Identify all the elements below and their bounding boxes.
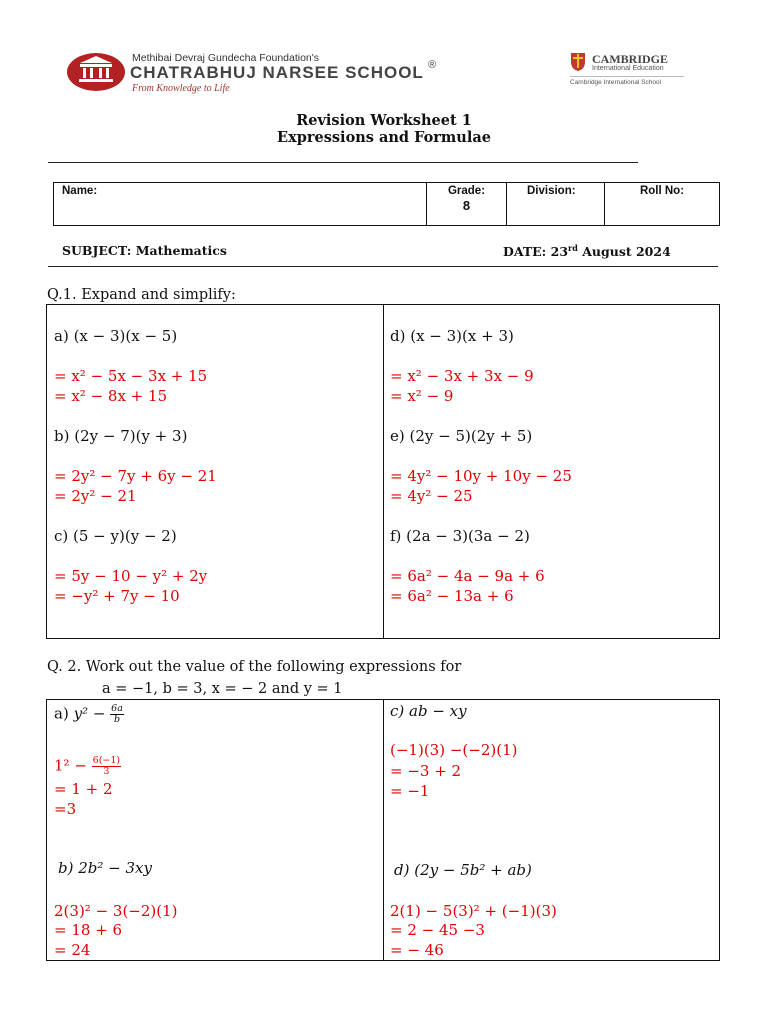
q2d-step-2: = 2 − 45 −3 — [390, 921, 485, 939]
q2-variable-values: a = −1, b = 3, x = − 2 and y = 1 — [102, 681, 343, 697]
school-emblem-icon — [66, 50, 126, 92]
q1e-step-2: = 4y² − 25 — [390, 487, 473, 505]
cambridge-name: CAMBRIDGE — [592, 52, 669, 66]
roll-number-field[interactable] — [605, 183, 719, 225]
q1c-question: c) (5 − y)(y − 2) — [54, 527, 177, 545]
q2a-step-1: = 1 + 2 — [54, 780, 113, 798]
q2b-step-1: 2(3)² − 3(−2)(1) — [54, 902, 178, 920]
q1c-step-2: = −y² + 7y − 10 — [54, 587, 180, 605]
grade-label: Grade: — [447, 185, 486, 197]
q1c-step-1: = 5y − 10 − y² + 2y — [54, 567, 208, 585]
registered-mark: ® — [428, 59, 437, 71]
worksheet-subtitle: Expressions and Formulae — [277, 129, 491, 146]
q1-heading: Q.1. Expand and simplify: — [47, 287, 236, 303]
name-field[interactable] — [54, 183, 427, 225]
q2d-step-1: 2(1) − 5(3)² + (−1)(3) — [390, 902, 557, 920]
q2a-sub-fraction — [92, 756, 121, 777]
cambridge-shield-icon — [570, 52, 586, 72]
q2-answer-grid — [46, 699, 720, 961]
q2a-expression: y² − — [73, 704, 111, 723]
date-month-year: August 2024 — [577, 244, 671, 260]
q2a-sub-denominator: 3 — [103, 766, 110, 777]
q2d-step-3: = − 46 — [390, 941, 444, 959]
q1f-step-1: = 6a² − 4a − 9a + 6 — [390, 567, 545, 585]
student-info-table — [53, 182, 720, 226]
school-name: CHATRABHUJ NARSEE SCHOOL — [130, 63, 424, 82]
q2d-question: d) (2y − 5b² + ab) — [394, 861, 532, 879]
q2a-substitution — [54, 756, 121, 777]
q2a-sub-expression: 1² − — [54, 756, 92, 775]
q2c-step-1: (−1)(3) −(−2)(1) — [390, 741, 518, 759]
subject-label: SUBJECT: Mathematics — [62, 243, 227, 258]
name-label: Name: — [62, 185, 98, 197]
q2a-step-2: =3 — [54, 800, 77, 818]
q1a-step-1: = x² − 5x − 3x + 15 — [54, 367, 208, 385]
school-tagline: From Knowledge to Life — [132, 83, 230, 94]
cambridge-school-label: Cambridge International School — [570, 79, 662, 86]
q2b-step-2: = 18 + 6 — [54, 921, 123, 939]
q1d-question: d) (x − 3)(x + 3) — [390, 327, 514, 345]
q1e-step-1: = 4y² − 10y + 10y − 25 — [390, 467, 572, 485]
q2-heading: Q. 2. Work out the value of the following expressions for — [47, 659, 462, 675]
q2a-fraction-denominator: b — [113, 714, 121, 725]
q2c-step-2: = −3 + 2 — [390, 762, 462, 780]
q1b-question: b) (2y − 7)(y + 3) — [54, 427, 188, 445]
q1f-question: f) (2a − 3)(3a − 2) — [390, 527, 530, 545]
q2a-label: a) — [54, 704, 74, 723]
q1-column-divider — [383, 305, 384, 638]
roll-number-label: Roll No: — [639, 185, 685, 197]
school-logo — [66, 50, 456, 96]
q2a-fraction — [110, 704, 124, 725]
q2a-sub-numerator: 6(−1) — [92, 755, 121, 766]
date-ordinal: rd — [568, 243, 578, 253]
cambridge-subtitle: International Education — [592, 65, 664, 72]
title-divider — [48, 162, 638, 163]
q2c-question: c) ab − xy — [390, 702, 467, 720]
q1f-step-2: = 6a² − 13a + 6 — [390, 587, 514, 605]
q1b-step-2: = 2y² − 21 — [54, 487, 137, 505]
q1-answer-grid — [46, 304, 720, 639]
q1a-step-2: = x² − 8x + 15 — [54, 387, 168, 405]
date-day: DATE: 23 — [503, 244, 569, 260]
q2b-question: b) 2b² − 3xy — [58, 859, 152, 877]
q2b-step-3: = 24 — [54, 941, 91, 959]
q2-column-divider — [383, 700, 384, 960]
subject-divider — [48, 266, 718, 267]
division-label: Division: — [527, 185, 576, 197]
worksheet-title: Revision Worksheet 1 — [296, 112, 472, 129]
q1b-step-1: = 2y² − 7y + 6y − 21 — [54, 467, 217, 485]
q1d-step-2: = x² − 9 — [390, 387, 454, 405]
cambridge-logo — [568, 52, 708, 92]
q2c-step-3: = −1 — [390, 782, 430, 800]
grade-value: 8 — [462, 198, 471, 213]
foundation-name: Methibai Devraj Gundecha Foundation's — [132, 52, 320, 64]
q1a-question: a) (x − 3)(x − 5) — [54, 327, 178, 345]
q1d-step-1: = x² − 3x + 3x − 9 — [390, 367, 534, 385]
q2a-fraction-numerator: 6a — [111, 703, 123, 714]
grade-field — [427, 183, 507, 225]
q2a-question — [54, 704, 124, 725]
division-field[interactable] — [507, 183, 605, 225]
date-label — [503, 243, 671, 259]
cambridge-divider — [570, 76, 684, 77]
q1e-question: e) (2y − 5)(2y + 5) — [390, 427, 533, 445]
